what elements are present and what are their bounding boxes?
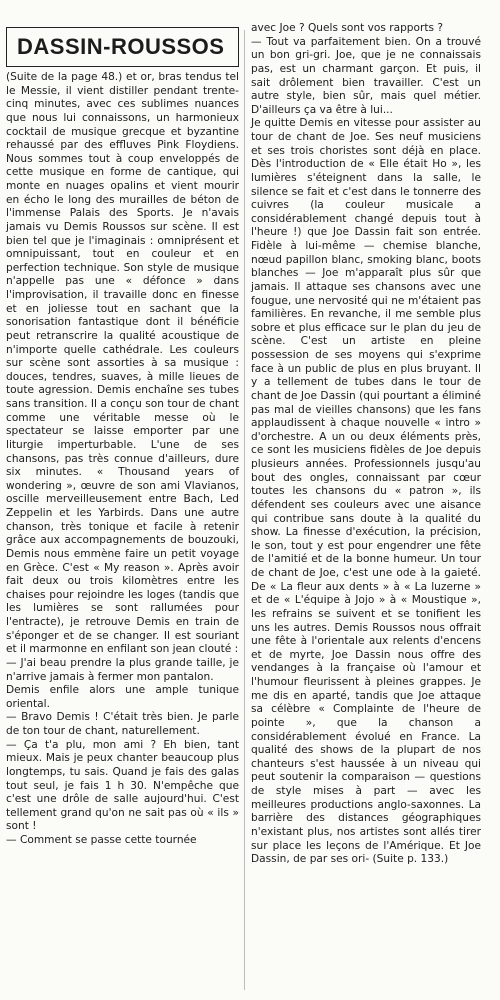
paragraph: — Tout va parfaitement bien. On a trouvé un bon gri-gri. Joe, que je ne connaissais pas, est un charmant garçon. Et puis, il sait drôlement bien travailler. C'est un autre style, bien sûr, mais quel métier. D'ailleurs ça va être à lui... (251, 35, 481, 116)
paragraph: Demis enfile alors une ample tunique oriental. (6, 684, 239, 710)
paragraph: — J'ai beau prendre la plus grande taille, je n'arrive jamais à fermer mon pantalon. (6, 656, 239, 683)
right-column (251, 22, 481, 867)
article-title: DASSIN-ROUSSOS (17, 34, 225, 60)
paragraph: — Bravo Demis ! C'était très bien. Je parle de ton tour de chant, naturellement. (6, 711, 239, 737)
left-column (6, 0, 239, 848)
paragraph: avec Joe ? Quels sont vos rapports ? (251, 22, 444, 34)
title-box (6, 27, 239, 67)
paragraph: — Ça t'a plu, mon ami ? Eh bien, tant mieux. Mais je peux chanter beaucoup plus longtemps, tu sais. Quand je fais des galas tout seul, je fais 1 h 30. N'empêche que c'est une drôle de salle aujourd'hui. C'est tellement grand qu'on ne sait pas où « ils » sont ! (6, 738, 239, 833)
paragraph: — Comment se passe cette tournée (6, 834, 197, 846)
column-divider (244, 30, 245, 990)
paragraph: (Suite de la page 48.) et or, bras tendus tel le Messie, il vient distiller pendant trente-cinq minutes, avec ces sublimes nuances que nous lui connaissons, un harmonieux cocktail de musique grecque et byzantine rehaussé par des effluves Pink Floydiens. Nous sommes tout à coup enveloppés de cette musique en forme de cantique, qui monte en nuages opalins et vient mourir en écho le long des murailles de béton de l'immense Palais des Sports. Je n'avais jamais vu Demis Roussos sur scène. Il est bien tel que je l'imaginais : omniprésent et omnipuissant, tout en couleur et en perfection technique. Son style de musique n'appelle pas une « défonce » dans l'improvisation, il travaille donc en finesse et en joliesse tout en sachant que la sonorisation fantastique dont il bénéficie peut retranscrire la qualité acoustique de n'importe quelle cathédrale. Les couleurs sur scène sont assorties à sa musique : douces, tendres, suaves, à mille lieues de toute agression. Demis enchaîne ses tubes sans transition. Il a conçu son tour de chant comme une véritable messe où le spectateur se laisse emporter par une liturgie imperturbable. L'une de ses chansons, pas très connue d'ailleurs, dure six minutes. « Thousand years of wondering », œuvre de son ami Vlavianos, oscille merveilleusement entre Bach, Led Zeppelin et les Yarbirds. Dans une autre chanson, très tonique et facile à retenir grâce aux accompagnements de bouzouki, Demis nous emmène faire un petit voyage en Grèce. C'est « My reason ». Après avoir fait deux ou trois kilomètres entre les chaises pour rejoindre les loges (tandis que les lumières se sont rallumées pour l'entracte), je retrouve Demis en train de s'éponger et de se changer. Il est souriant et il marmonne en enfilant son jean clouté : (6, 71, 239, 656)
paragraph: Je quitte Demis en vitesse pour assister au tour de chant de Joe. Ses neuf musiciens et ses trois choristes sont déjà en place. Dès l'introduction de « Elle était Ho », les lumières s'éteignent dans la salle, le silence se fait et c'est dans le tonnerre des cuivres (la couleur musicale a considérablement changé depuis tout à l'heure !) que Joe Dassin fait son entrée. Fidèle à lui-même — chemise blanche, nœud papillon blanc, smoking blanc, boots blanches — Joe m'apparaît plus sûr que jamais. Il attaque ses chansons avec une fougue, une nervosité qui ne m'étaient pas familières. En revanche, il me semble plus sobre et plus efficace sur le plan du jeu de scène. C'est un artiste en pleine possession de ses moyens qui s'exprime face à un public de plus en plus bruyant. Il y a tellement de tubes dans le tour de chant de Joe Dassin (qui pourtant a éliminé pas mal de vieilles chansons) que les fans applaudissent à chaque nouvelle « intro » d'orchestre. A un ou deux éléments près, ce sont les musiciens fidèles de Joe depuis plusieurs années. Professionnels jusqu'au bout des ongles, connaissant par cœur toutes les chansons du « patron », ils défendent ses couleurs avec une aisance qui contribue sans doute à la qualité du show. La finesse d'exécution, la précision, le son, tout y est pour engendrer une fête de l'amitié et de la bonne humeur. Un tour de chant de Joe, c'est une ode à la gaieté. De « La fleur aux dents » à « La luzerne » et de « L'équipe à Jojo » à « Moustique », les refrains se suivent et se tonifient les uns les autres. Demis Roussos nous offrait une fête à l'orientale aux relents d'encens et de myrte, Joe Dassin nous offre des vendanges à la française où l'amour et l'humour fleurissent à pleines grappes. Je me dis en aparté, tandis que Joe attaque sa célèbre « Complainte de l'heure de pointe », que la chanson a considérablement évolué en France. La qualité des shows de la plupart de nos chanteurs s'est haussée à un niveau qui peut soutenir la comparaison — questions de style mises à part — avec les meilleures productions anglo-saxonnes. La barrière des distances géographiques n'existant plus, nos artistes sont allés tirer sur place les leçons de l'Amérique. Et Joe Dassin, de par ses ori- (Suite p. 133.) (251, 117, 481, 866)
